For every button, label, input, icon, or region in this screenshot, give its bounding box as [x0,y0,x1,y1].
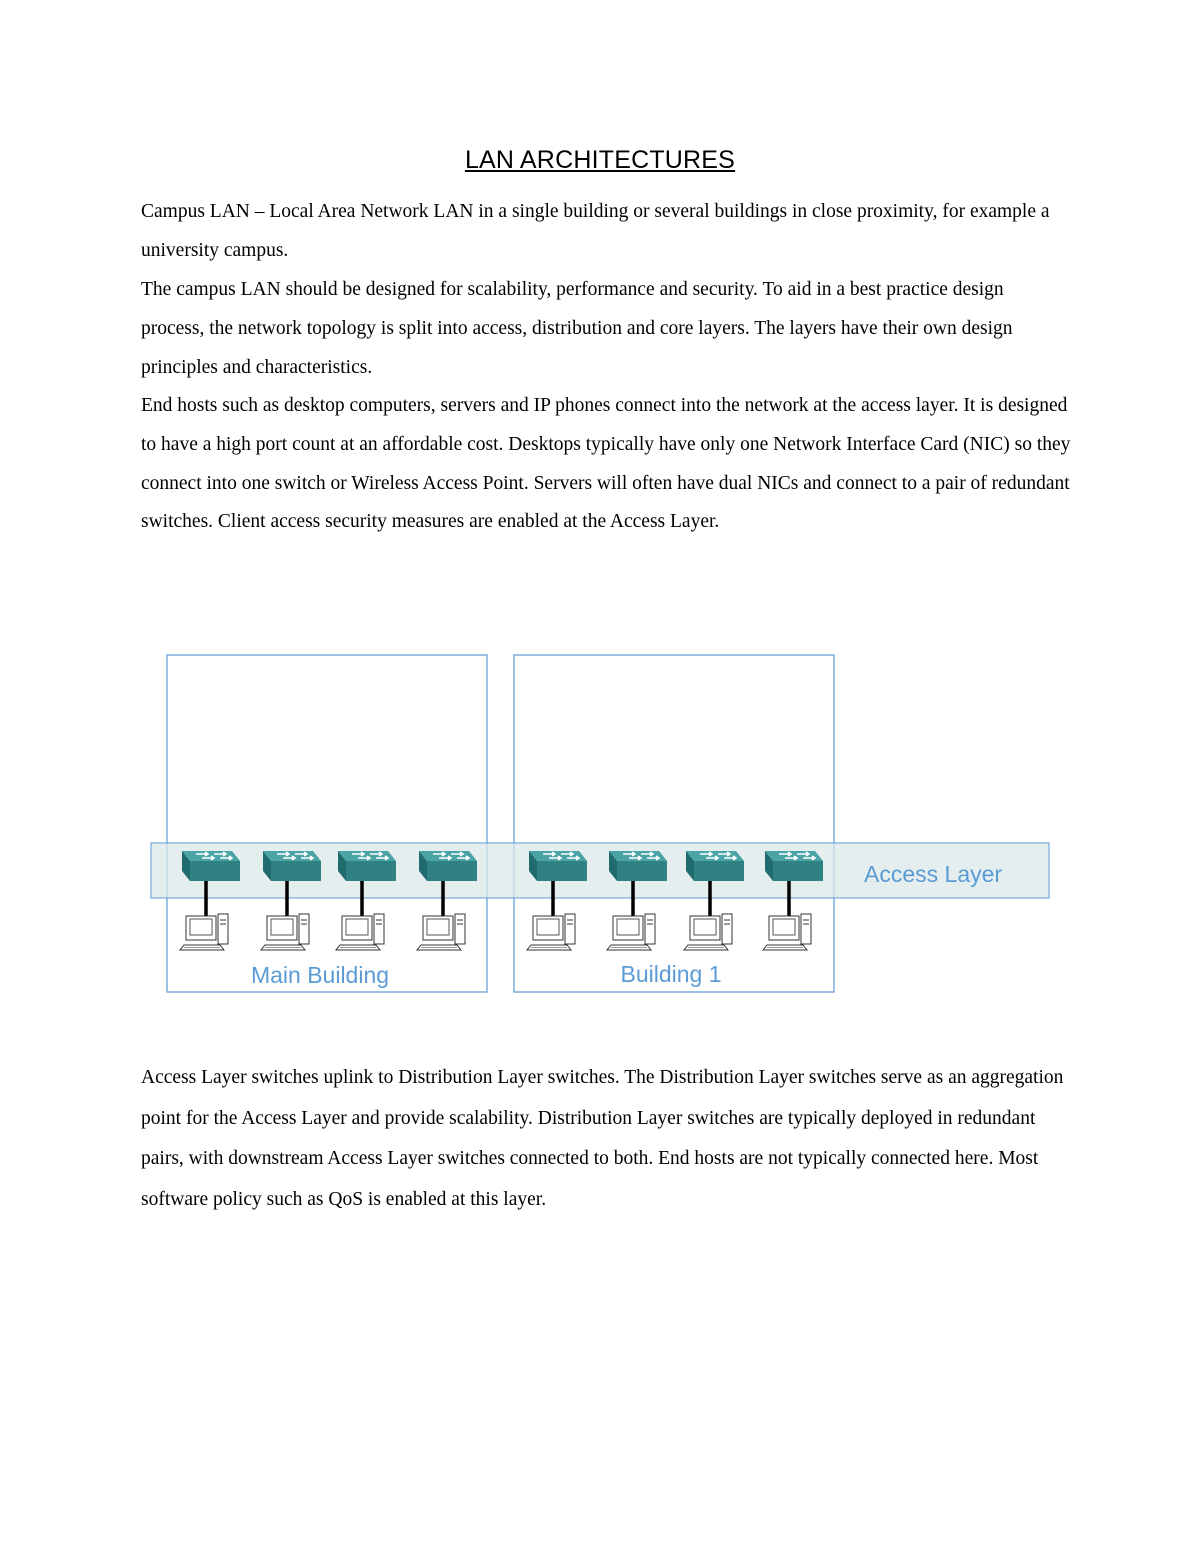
building-1-box [514,655,834,992]
switch-icon [182,851,240,881]
paragraph-access-layer: End hosts such as desktop computers, servers and IP phones connect into the network at the access layer. It is designed to have a high port count at an affordable cost. Desktops typically have only one Network Interface Card (NIC) so they connect into one switch or Wireless Access Point. Servers will often have dual NICs and connect to a pair of redundant switches. Client access security measures are enabled at the Access Layer. [141,395,1071,533]
switch-icon [609,851,667,881]
access-layer-label: Access Layer [864,861,1003,887]
switch-icon [263,851,321,881]
switch-icon [686,851,744,881]
paragraph-design-goals: The campus LAN should be designed for scalability, performance and security. To aid in a best practice design process, the network topology is split into access, distribution and core layers. The layers have their own design principles and characteristics. [141,279,1013,378]
switch-icon [419,851,477,881]
main-building-label: Main Building [250,962,390,988]
switch-icon [765,851,823,881]
access-layer-diagram [140,645,1060,1005]
paragraph-campus-lan: Campus LAN – Local Area Network LAN in a single building or several buildings in close proximity, for example a university campus. [141,201,1050,261]
main-building-box [167,655,487,992]
switch-icon [338,851,396,881]
page-title: LAN ARCHITECTURES [464,146,736,174]
building-1-label: Building 1 [620,961,722,987]
switch-icon [529,851,587,881]
paragraph-distribution-layer: Access Layer switches uplink to Distribution Layer switches. The Distribution Layer switches serve as an aggregation point for the Access Layer and provide scalability. Distribution Layer switches are typically deployed in redundant pairs, with downstream Access Layer switches connected to both. End hosts are not typically connected here. Most software policy such as QoS is enabled at this layer. [141,1067,1064,1210]
